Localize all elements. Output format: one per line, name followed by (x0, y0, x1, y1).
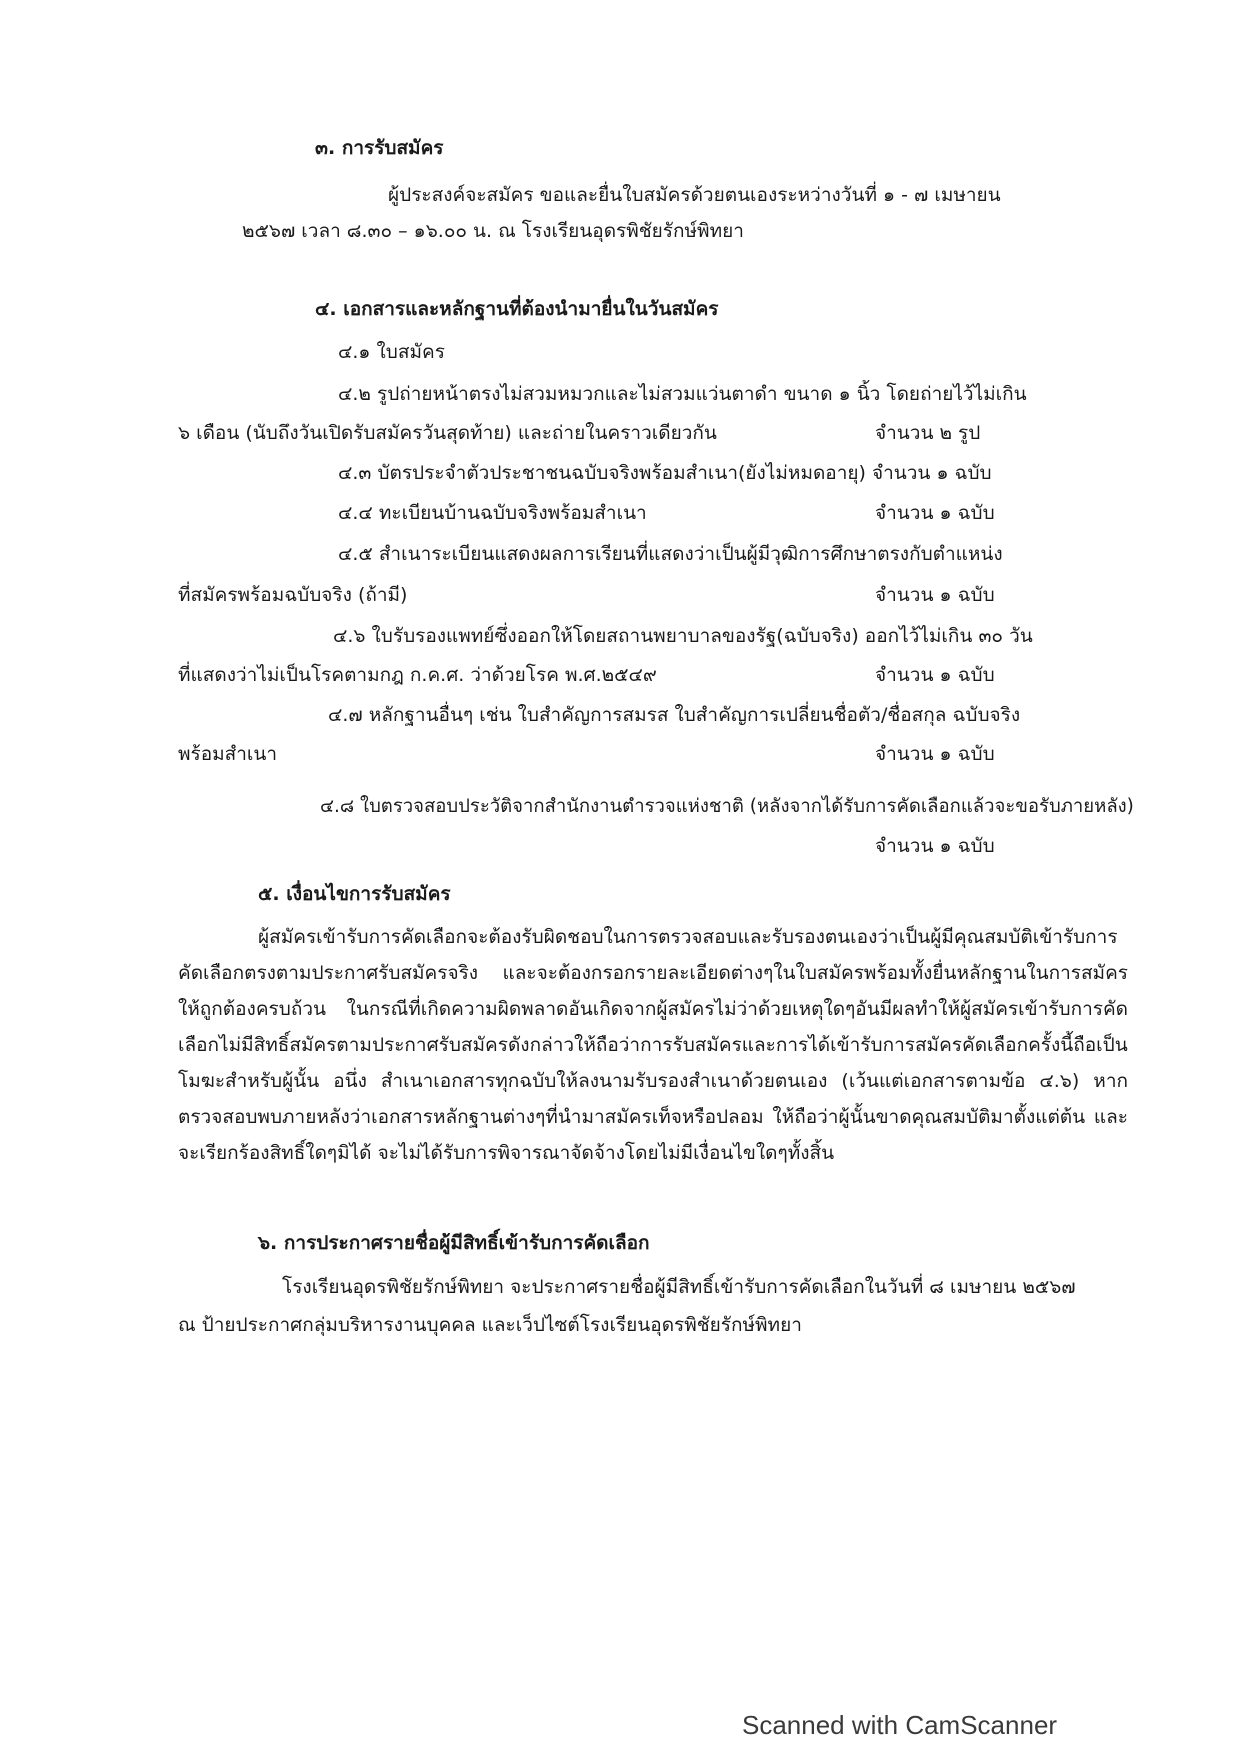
item-4-2-line-2: ๖ เดือน (นับถึงวันเปิดรับสมัครวันสุดท้าย) และถ่ายในคราวเดียวกัน (178, 422, 717, 444)
item-4-6-line-1: ๔.๖ ใบรับรองแพทย์ซึ่งออกให้โดยสถานพยาบาลของรัฐ(ฉบับจริง) ออกไว้ไม่เกิน ๓๐ วัน (333, 625, 1033, 647)
item-4-4-quantity: จำนวน ๑ ฉบับ (875, 502, 995, 524)
camscanner-watermark: Scanned with CamScanner (742, 1710, 1058, 1740)
section-5-paragraph: ผู้สมัครเข้ารับการคัดเลือกจะต้องรับผิดชอบในการตรวจสอบและรับรองตนเองว่าเป็นผู้มีคุณสมบัติเข้ารับการคัดเลือกตรงตามประกาศรับสมัครจริง และจะต้องกรอกรายละเอียดต่างๆในใบสมัครพร้อมทั้งยื่นหลักฐานในการสมัครให้ถูกต้องครบถ้วน ในกรณีที่เกิดความผิดพลาดอันเกิดจากผู้สมัครไม่ว่าด้วยเหตุใดๆอันมีผลทำให้ผู้สมัครเข้ารับการคัดเลือกไม่มีสิทธิ์สมัครตามประกาศรับสมัครดังกล่าวให้ถือว่าการรับสมัครและการได้เข้ารับการสมัครคัดเลือกครั้งนี้ถือเป็นโมฆะสำหรับผู้นั้น อนึ่ง สำเนาเอกสารทุกฉบับให้ลงนามรับรองสำเนาด้วยตนเอง (เว้นแต่เอกสารตามข้อ ๔.๖) หากตรวจสอบพบภายหลังว่าเอกสารหลักฐานต่างๆที่นำมาสมัครเท็จหรือปลอม ให้ถือว่าผู้นั้นขาดคุณสมบัติมาตั้งแต่ต้น และจะเรียกร้องสิทธิ์ใดๆมิได้ จะไม่ได้รับการพิจารณาจัดจ้างโดยไม่มีเงื่อนไขใดๆทั้งสิ้น (178, 926, 1128, 1164)
item-4-2-line-1: ๔.๒ รูปถ่ายหน้าตรงไม่สวมหมวกและไม่สวมแว่นตาดำ ขนาด ๑ นิ้ว โดยถ่ายไว้ไม่เกิน (338, 383, 1027, 405)
item-4-4: ๔.๔ ทะเบียนบ้านฉบับจริงพร้อมสำเนา (338, 502, 647, 524)
item-4-8-line-1: ๔.๘ ใบตรวจสอบประวัติจากสำนักงานตำรวจแห่งชาติ (หลังจากได้รับการคัดเลือกแล้วจะขอรับภายหลัง) (320, 796, 1134, 817)
item-4-1: ๔.๑ ใบสมัคร (338, 341, 445, 363)
item-4-7-quantity: จำนวน ๑ ฉบับ (875, 743, 995, 765)
item-4-7-line-1: ๔.๗ หลักฐานอื่นๆ เช่น ใบสำคัญการสมรส ใบสำคัญการเปลี่ยนชื่อตัว/ชื่อสกุล ฉบับจริง (328, 704, 1021, 726)
section-3-heading: ๓. การรับสมัคร (315, 137, 444, 159)
item-4-2-quantity: จำนวน ๒ รูป (875, 422, 981, 444)
item-4-7-line-2: พร้อมสำเนา (178, 743, 278, 765)
item-4-5-line-2: ที่สมัครพร้อมฉบับจริง (ถ้ามี) (178, 584, 408, 606)
section-4-heading: ๔. เอกสารและหลักฐานที่ต้องนำมายื่นในวันสมัคร (315, 298, 719, 320)
item-4-5-quantity: จำนวน ๑ ฉบับ (875, 584, 995, 606)
item-4-6-quantity: จำนวน ๑ ฉบับ (875, 664, 995, 686)
section-3-line-2: ๒๕๖๗ เวลา ๘.๓๐ – ๑๖.๐๐ น. ณ โรงเรียนอุดรพิชัยรักษ์พิทยา (242, 220, 744, 242)
section-3-line-1: ผู้ประสงค์จะสมัคร ขอและยื่นใบสมัครด้วยตนเองระหว่างวันที่ ๑ - ๗ เมษายน (388, 184, 1001, 206)
item-4-6-line-2: ที่แสดงว่าไม่เป็นโรคตามกฎ ก.ค.ศ. ว่าด้วยโรค พ.ศ.๒๕๔๙ (178, 664, 657, 686)
section-6-heading: ๖. การประกาศรายชื่อผู้มีสิทธิ์เข้ารับการคัดเลือก (258, 1232, 650, 1254)
section-6-line-2: ณ ป้ายประกาศกลุ่มบริหารงานบุคคล และเว็ปไซต์โรงเรียนอุดรพิชัยรักษ์พิทยา (178, 1314, 802, 1336)
item-4-8-quantity: จำนวน ๑ ฉบับ (875, 835, 995, 857)
item-4-5-line-1: ๔.๕ สำเนาระเบียนแสดงผลการเรียนที่แสดงว่าเป็นผู้มีวุฒิการศึกษาตรงกับตำแหน่ง (338, 543, 1003, 565)
section-5-heading: ๕. เงื่อนไขการรับสมัคร (258, 883, 451, 905)
item-4-3: ๔.๓ บัตรประจำตัวประชาชนฉบับจริงพร้อมสำเนา(ยังไม่หมดอายุ) จำนวน ๑ ฉบับ (338, 462, 992, 484)
section-6-line-1: โรงเรียนอุดรพิชัยรักษ์พิทยา จะประกาศรายชื่อผู้มีสิทธิ์เข้ารับการคัดเลือกในวันที่ ๘ เมษายน ๒๕๖๗ (282, 1276, 1076, 1298)
